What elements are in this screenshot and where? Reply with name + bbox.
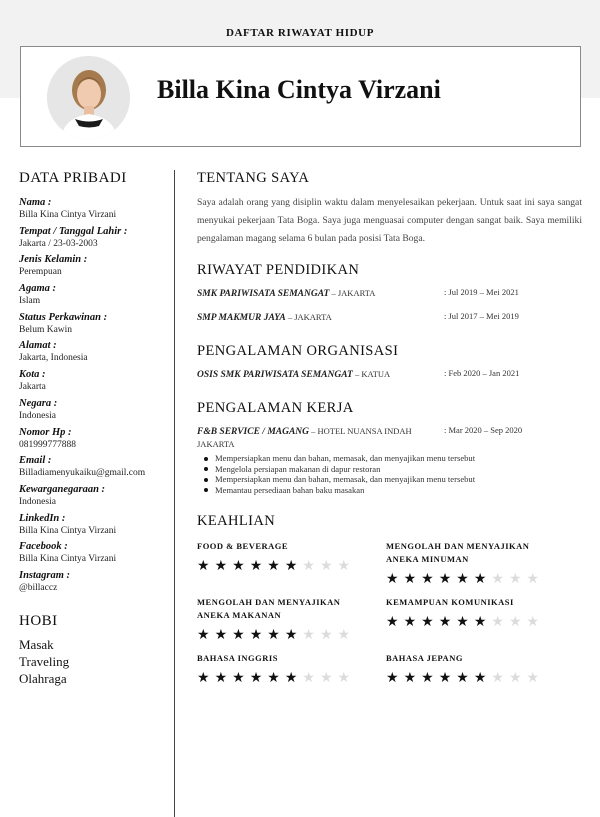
star-empty-icon: ★ bbox=[319, 559, 338, 574]
personal-data-label: Tempat / Tanggal Lahir : bbox=[19, 225, 128, 237]
star-empty-icon: ★ bbox=[337, 671, 356, 686]
star-filled-icon: ★ bbox=[284, 671, 303, 686]
skill-rating bbox=[197, 558, 372, 575]
personal-data-item bbox=[19, 254, 169, 283]
organization-institution: OSIS SMK PARIWISATA SEMANGAT bbox=[197, 370, 353, 380]
star-filled-icon: ★ bbox=[403, 671, 422, 686]
star-filled-icon: ★ bbox=[232, 671, 250, 686]
work-location: – HOTEL NUANSA INDAH JAKARTA bbox=[197, 426, 412, 449]
organization-period: : Feb 2020 – Jan 2021 bbox=[444, 368, 520, 378]
personal-data-item bbox=[19, 570, 169, 599]
star-filled-icon: ★ bbox=[197, 559, 215, 574]
personal-data-label: Instagram : bbox=[19, 569, 71, 581]
education-institution: SMK PARIWISATA SEMANGAT bbox=[197, 289, 330, 299]
star-filled-icon: ★ bbox=[214, 671, 233, 686]
hobby-item: Traveling bbox=[19, 653, 70, 669]
skill-item bbox=[197, 540, 372, 575]
star-filled-icon: ★ bbox=[421, 615, 439, 630]
star-filled-icon: ★ bbox=[267, 559, 285, 574]
star-filled-icon: ★ bbox=[249, 628, 268, 643]
education-entry bbox=[197, 287, 582, 311]
work-heading: PENGALAMAN KERJA bbox=[197, 400, 354, 416]
skill-name: MENGOLAH DAN MENYAJIKAN ANEKA MINUMAN bbox=[386, 541, 530, 564]
personal-data-item bbox=[19, 197, 169, 226]
personal-data-label: Nama : bbox=[19, 197, 52, 208]
work-period: : Mar 2020 – Sep 2020 bbox=[444, 425, 523, 435]
education-location: – JAKARTA bbox=[285, 312, 332, 322]
personal-data-item bbox=[19, 484, 169, 513]
star-filled-icon: ★ bbox=[456, 572, 474, 587]
personal-data-value: Belum Kawin bbox=[19, 324, 73, 335]
star-empty-icon: ★ bbox=[526, 671, 545, 686]
personal-data-label: Status Perkawinan : bbox=[19, 311, 108, 323]
personal-data-label: Nomor Hp : bbox=[19, 426, 72, 438]
hobby-heading: HOBI bbox=[19, 612, 58, 629]
star-filled-icon: ★ bbox=[386, 572, 404, 587]
personal-data-value: Indonesia bbox=[19, 410, 56, 421]
star-filled-icon: ★ bbox=[473, 615, 492, 630]
personal-data-value: 081999777888 bbox=[19, 439, 76, 450]
personal-data-label: Kewarganegaraan : bbox=[19, 483, 106, 495]
star-empty-icon: ★ bbox=[302, 559, 320, 574]
skill-name: FOOD & BEVERAGE bbox=[197, 541, 289, 551]
personal-data-label: Alamat : bbox=[19, 340, 57, 352]
skills-heading: KEAHLIAN bbox=[197, 513, 276, 529]
star-filled-icon: ★ bbox=[473, 572, 492, 587]
about-heading: TENTANG SAYA bbox=[197, 170, 310, 186]
star-filled-icon: ★ bbox=[197, 671, 215, 686]
task-item: Mempersiapkan menu dan bahan, memasak, dan menyajikan menu tersebut bbox=[215, 453, 582, 464]
education-heading: RIWAYAT PENDIDIKAN bbox=[197, 262, 360, 278]
sidebar bbox=[19, 170, 169, 687]
star-filled-icon: ★ bbox=[438, 572, 457, 587]
hobby-item: Olahraga bbox=[19, 670, 67, 686]
personal-data-item bbox=[19, 541, 169, 570]
skill-name: BAHASA JEPANG bbox=[386, 653, 463, 663]
personal-data-value: Jakarta, Indonesia bbox=[19, 353, 88, 364]
header-box bbox=[20, 46, 581, 147]
education-entry bbox=[197, 311, 582, 335]
star-empty-icon: ★ bbox=[319, 628, 338, 643]
skill-name: MENGOLAH DAN MENYAJIKAN ANEKA MAKANAN bbox=[197, 597, 341, 620]
personal-data-label: Negara : bbox=[19, 397, 58, 409]
hobby-item: Masak bbox=[19, 636, 54, 652]
education-list bbox=[197, 287, 582, 335]
about-text: Saya adalah orang yang disiplin waktu dalam menyelesaikan pekerjaan. Untuk saat ini saya sangat menyukai pekerjaan Tata Boga. Saya juga menguasai computer dengan sangat baik. Saya memiliki pengalaman magang selama 6 bulan pada posisi Tata Boga. bbox=[197, 197, 582, 244]
education-entry-title bbox=[197, 287, 437, 300]
star-filled-icon: ★ bbox=[473, 671, 492, 686]
personal-data-value: Jakarta / 23-03-2003 bbox=[19, 238, 98, 249]
star-filled-icon: ★ bbox=[249, 671, 268, 686]
star-filled-icon: ★ bbox=[284, 559, 303, 574]
star-empty-icon: ★ bbox=[491, 615, 509, 630]
personal-data-item bbox=[19, 226, 169, 255]
star-filled-icon: ★ bbox=[438, 671, 457, 686]
skills-grid bbox=[197, 540, 582, 686]
organization-entry-title bbox=[197, 368, 437, 381]
star-empty-icon: ★ bbox=[526, 572, 545, 587]
star-filled-icon: ★ bbox=[197, 628, 215, 643]
profile-photo-icon bbox=[47, 56, 130, 139]
star-filled-icon: ★ bbox=[249, 559, 268, 574]
star-filled-icon: ★ bbox=[386, 615, 404, 630]
star-filled-icon: ★ bbox=[284, 628, 303, 643]
skill-item bbox=[386, 596, 561, 631]
personal-data-heading: DATA PRIBADI bbox=[19, 170, 127, 186]
education-institution: SMP MAKMUR JAYA bbox=[197, 313, 286, 323]
skill-rating bbox=[386, 670, 561, 687]
star-empty-icon: ★ bbox=[302, 628, 320, 643]
skill-name: BAHASA INGGRIS bbox=[197, 653, 278, 663]
skill-rating bbox=[197, 627, 372, 644]
personal-data-item bbox=[19, 312, 169, 341]
skill-item bbox=[197, 596, 372, 644]
personal-data-value: Billadiamenyukaiku@gmail.com bbox=[19, 468, 146, 479]
document-title: DAFTAR RIWAYAT HIDUP bbox=[225, 27, 375, 39]
education-period: : Jul 2019 – Mei 2021 bbox=[444, 287, 519, 297]
organization-entry bbox=[197, 368, 582, 392]
divider-line bbox=[174, 170, 175, 817]
personal-data-value: Billa Kina Cintya Virzani bbox=[19, 525, 117, 536]
star-filled-icon: ★ bbox=[421, 671, 439, 686]
personal-data-item bbox=[19, 398, 169, 427]
personal-data-label: Email : bbox=[19, 455, 52, 467]
task-item: Mempersiapkan menu dan bahan, memasak, dan menyajikan menu tersebut bbox=[215, 474, 582, 485]
work-list bbox=[197, 425, 582, 495]
skill-rating bbox=[197, 670, 372, 687]
personal-data-label: LinkedIn : bbox=[19, 512, 66, 524]
work-institution: F&B SERVICE / MAGANG bbox=[197, 427, 310, 437]
personal-data-item bbox=[19, 455, 169, 484]
star-filled-icon: ★ bbox=[421, 572, 439, 587]
star-filled-icon: ★ bbox=[403, 572, 422, 587]
skill-item bbox=[386, 540, 561, 588]
star-filled-icon: ★ bbox=[403, 615, 422, 630]
personal-data-item bbox=[19, 340, 169, 369]
star-filled-icon: ★ bbox=[267, 628, 285, 643]
star-filled-icon: ★ bbox=[456, 671, 474, 686]
personal-data-label: Jenis Kelamin : bbox=[19, 254, 88, 266]
skill-name: KEMAMPUAN KOMUNIKASI bbox=[386, 597, 514, 607]
education-location: – JAKARTA bbox=[329, 288, 376, 298]
organization-heading: PENGALAMAN ORGANISASI bbox=[197, 343, 399, 359]
star-empty-icon: ★ bbox=[337, 628, 356, 643]
star-filled-icon: ★ bbox=[456, 615, 474, 630]
main-content bbox=[197, 170, 582, 686]
star-filled-icon: ★ bbox=[214, 559, 233, 574]
personal-data-item bbox=[19, 427, 169, 456]
avatar bbox=[47, 56, 130, 139]
task-list bbox=[215, 453, 582, 495]
personal-data-list bbox=[19, 197, 169, 599]
full-name: Billa Kina Cintya Virzani bbox=[157, 75, 441, 104]
star-filled-icon: ★ bbox=[214, 628, 233, 643]
work-entry-title bbox=[197, 425, 437, 451]
personal-data-value: Perempuan bbox=[19, 267, 62, 278]
star-empty-icon: ★ bbox=[337, 559, 356, 574]
star-empty-icon: ★ bbox=[508, 572, 527, 587]
personal-data-value: Islam bbox=[19, 296, 41, 307]
star-filled-icon: ★ bbox=[267, 671, 285, 686]
organization-location: – KATUA bbox=[352, 369, 391, 379]
personal-data-value: Billa Kina Cintya Virzani bbox=[19, 554, 117, 565]
skill-rating bbox=[386, 614, 561, 631]
skill-item bbox=[197, 652, 372, 687]
organization-list bbox=[197, 368, 582, 392]
work-entry bbox=[197, 425, 582, 451]
hobby-list bbox=[19, 636, 169, 687]
skill-item bbox=[386, 652, 561, 687]
star-filled-icon: ★ bbox=[232, 628, 250, 643]
personal-data-item bbox=[19, 369, 169, 398]
education-period: : Jul 2017 – Mei 2019 bbox=[444, 311, 519, 321]
star-empty-icon: ★ bbox=[491, 572, 509, 587]
skill-rating bbox=[386, 571, 561, 588]
star-empty-icon: ★ bbox=[319, 671, 338, 686]
personal-data-label: Kota : bbox=[19, 369, 46, 381]
task-item: Memantau persediaan bahan baku masakan bbox=[215, 485, 582, 496]
personal-data-item bbox=[19, 513, 169, 542]
task-item: Mengelola persiapan makanan di dapur restoran bbox=[215, 464, 582, 475]
personal-data-label: Agama : bbox=[19, 283, 57, 295]
star-filled-icon: ★ bbox=[386, 671, 404, 686]
star-empty-icon: ★ bbox=[508, 615, 527, 630]
personal-data-item bbox=[19, 283, 169, 312]
personal-data-value: Jakarta bbox=[19, 382, 46, 393]
personal-data-label: Facebook : bbox=[19, 541, 68, 553]
star-empty-icon: ★ bbox=[491, 671, 509, 686]
star-empty-icon: ★ bbox=[526, 615, 545, 630]
personal-data-value: @billaccz bbox=[19, 582, 58, 593]
personal-data-value: Billa Kina Cintya Virzani bbox=[19, 210, 117, 220]
personal-data-value: Indonesia bbox=[19, 496, 56, 507]
star-filled-icon: ★ bbox=[438, 615, 457, 630]
star-filled-icon: ★ bbox=[232, 559, 250, 574]
star-empty-icon: ★ bbox=[508, 671, 527, 686]
education-entry-title bbox=[197, 311, 437, 324]
star-empty-icon: ★ bbox=[302, 671, 320, 686]
